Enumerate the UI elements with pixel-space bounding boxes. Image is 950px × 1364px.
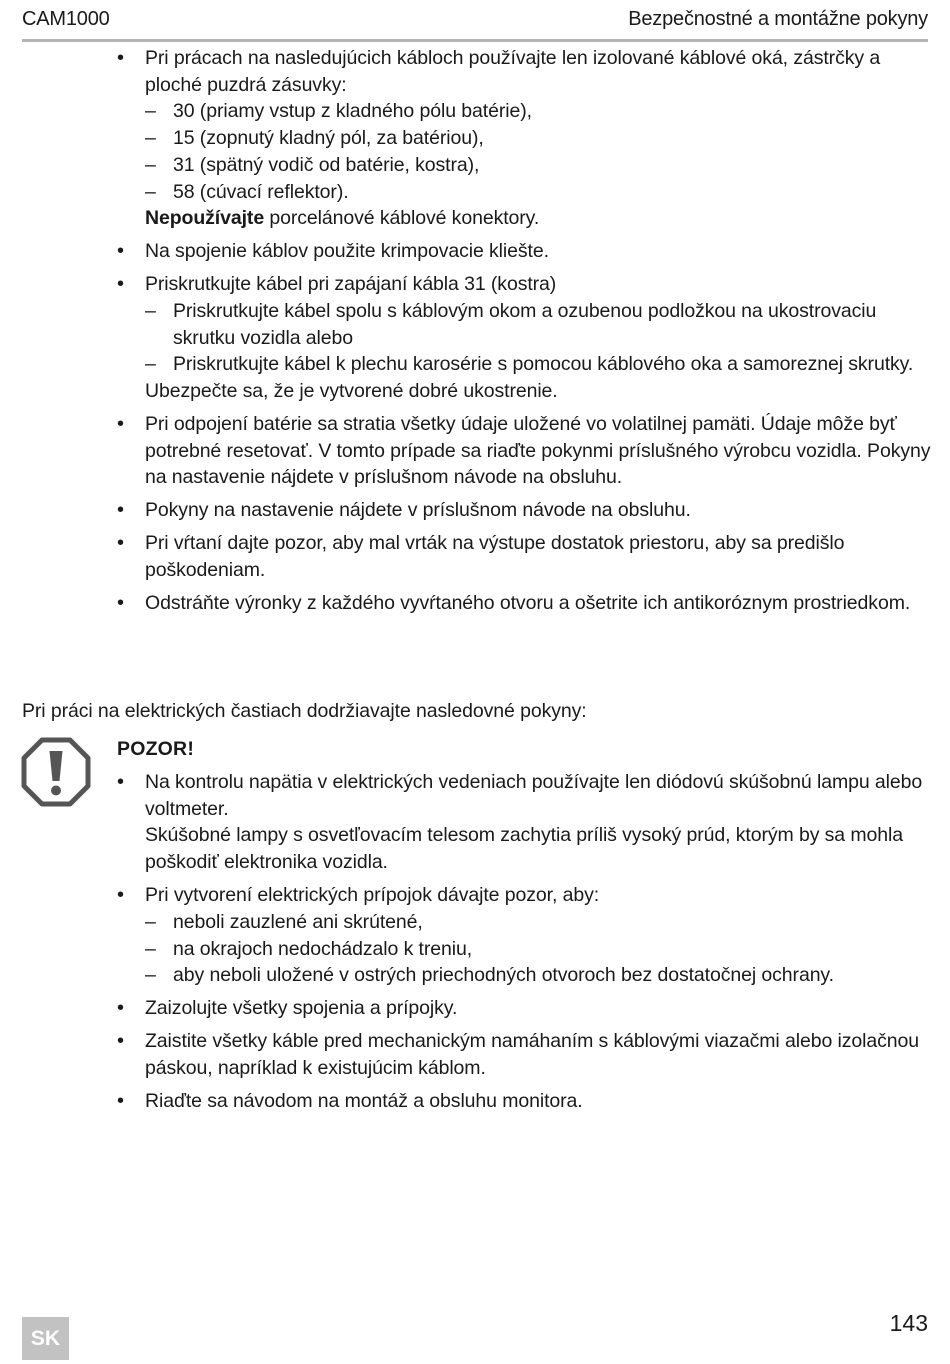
sub-list-item: – aby neboli uložené v ostrých priechodných otvoroch bez dostatočnej ochrany. (145, 962, 932, 989)
header-divider (22, 39, 928, 42)
safety-list-section (117, 45, 932, 623)
sub-list-item: – Priskrutkujte kábel spolu s káblovým okom a ozubenou podložkou na ukostrovaciu skrutku vozidla alebo (145, 298, 932, 351)
sub-list-item: – neboli zauzlené ani skrútené, (145, 909, 932, 936)
warning-list-section (117, 769, 932, 1121)
list-item: • Priskrutkujte kábel pri zapájaní kábla 31 (kostra) – Priskrutkujte kábel spolu s káblovým okom a ozubenou podložkou na ukostrovaciu skrutku vozidla alebo – Priskrutkujte kábel k plechu karosérie s pomocou káblového oka a samoreznej skrutky. Ubezpečte sa, že je vytvorené dobré ukostrenie. (117, 271, 932, 405)
item-note: Ubezpečte sa, že je vytvorené dobré ukostrenie. (145, 380, 558, 403)
list-item: • Pri vytvorení elektrických prípojok dávajte pozor, aby: – neboli zauzlené ani skrútené, – na okrajoch nedochádzalo k treniu, – aby neboli uložené v ostrých priechodných otvoroch bez dostatočnej ochrany. (117, 882, 932, 989)
emphasis-text: Nepoužívajte (145, 207, 265, 230)
page-number: 143 (889, 1310, 928, 1336)
list-item: • Na kontrolu napätia v elektrických vedeniach používajte len diódovú skúšobnú lampu alebo voltmeter. Skúšobné lampy s osvetľovacím telesom zachytia príliš vysoký prúd, ktorým by sa mohla poškodiť elektronika vozidla. (117, 769, 932, 876)
warning-octagon-icon (20, 736, 92, 808)
page-header (22, 8, 928, 36)
header-product-name: CAM1000 (22, 8, 110, 30)
sub-list-item: – na okrajoch nedochádzalo k treniu, (145, 936, 932, 963)
list-item: • Pri prácach na nasledujúcich kábloch používajte len izolované káblové oká, zástrčky a ploché puzdrá zásuvky: – 30 (priamy vstup z kladného pólu batérie), – 15 (zopnutý kladný pól, za batériou), – 31 (spätný vodič od batérie, kostra), – 58 (cúvací reflektor). Nepoužívajte porcelánové káblové konektory. (117, 45, 932, 232)
item-note: Skúšobné lampy s osvetľovacím telesom zachytia príliš vysoký prúd, ktorým by sa mohla poškodiť elektronika vozidla. (145, 824, 903, 874)
language-badge: SK (22, 1317, 69, 1360)
list-item: • Pri vŕtaní dajte pozor, aby mal vrták na výstupe dostatok priestoru, aby sa predišlo poškodeniam. (117, 530, 932, 583)
sub-list-item: – 15 (zopnutý kladný pól, za batériou), (145, 125, 932, 152)
sub-list-item: – 58 (cúvací reflektor). (145, 179, 932, 206)
electrical-intro-paragraph: Pri práci na elektrických častiach dodržiavajte nasledovné pokyny: (22, 700, 587, 722)
sub-list-item: – 31 (spätný vodič od batérie, kostra), (145, 152, 932, 179)
list-item: • Pokyny na nastavenie nájdete v príslušnom návode na obsluhu. (117, 497, 932, 524)
item-note: Nepoužívajte porcelánové káblové konektory. (145, 207, 540, 230)
list-item: • Riaďte sa návodom na montáž a obsluhu monitora. (117, 1088, 932, 1115)
list-item: • Na spojenie káblov použite krimpovacie kliešte. (117, 238, 932, 265)
list-item: • Pri odpojení batérie sa stratia všetky údaje uložené vo volatilnej pamäti. Údaje môže byť potrebné resetovať. V tomto prípade sa riaďte pokynmi príslušného výrobcu vozidla. Pokyny na nastavenie nájdete v príslušnom návode na obsluhu. (117, 411, 932, 491)
sub-list-item: – Priskrutkujte kábel k plechu karosérie s pomocou káblového oka a samoreznej skrutky. (145, 351, 932, 378)
warning-title: POZOR! (117, 738, 195, 760)
list-item: • Odstráňte výronky z každého vyvŕtaného otvoru a ošetrite ich antikoróznym prostriedkom. (117, 590, 932, 617)
list-item: • Zaizolujte všetky spojenia a prípojky. (117, 995, 932, 1022)
list-item: • Zaistite všetky káble pred mechanickým namáhaním s káblovými viazačmi alebo izolačnou páskou, napríklad k existujúcim káblom. (117, 1028, 932, 1081)
sub-list-item: – 30 (priamy vstup z kladného pólu batérie), (145, 98, 932, 125)
header-section-title: Bezpečnostné a montážne pokyny (628, 8, 928, 30)
